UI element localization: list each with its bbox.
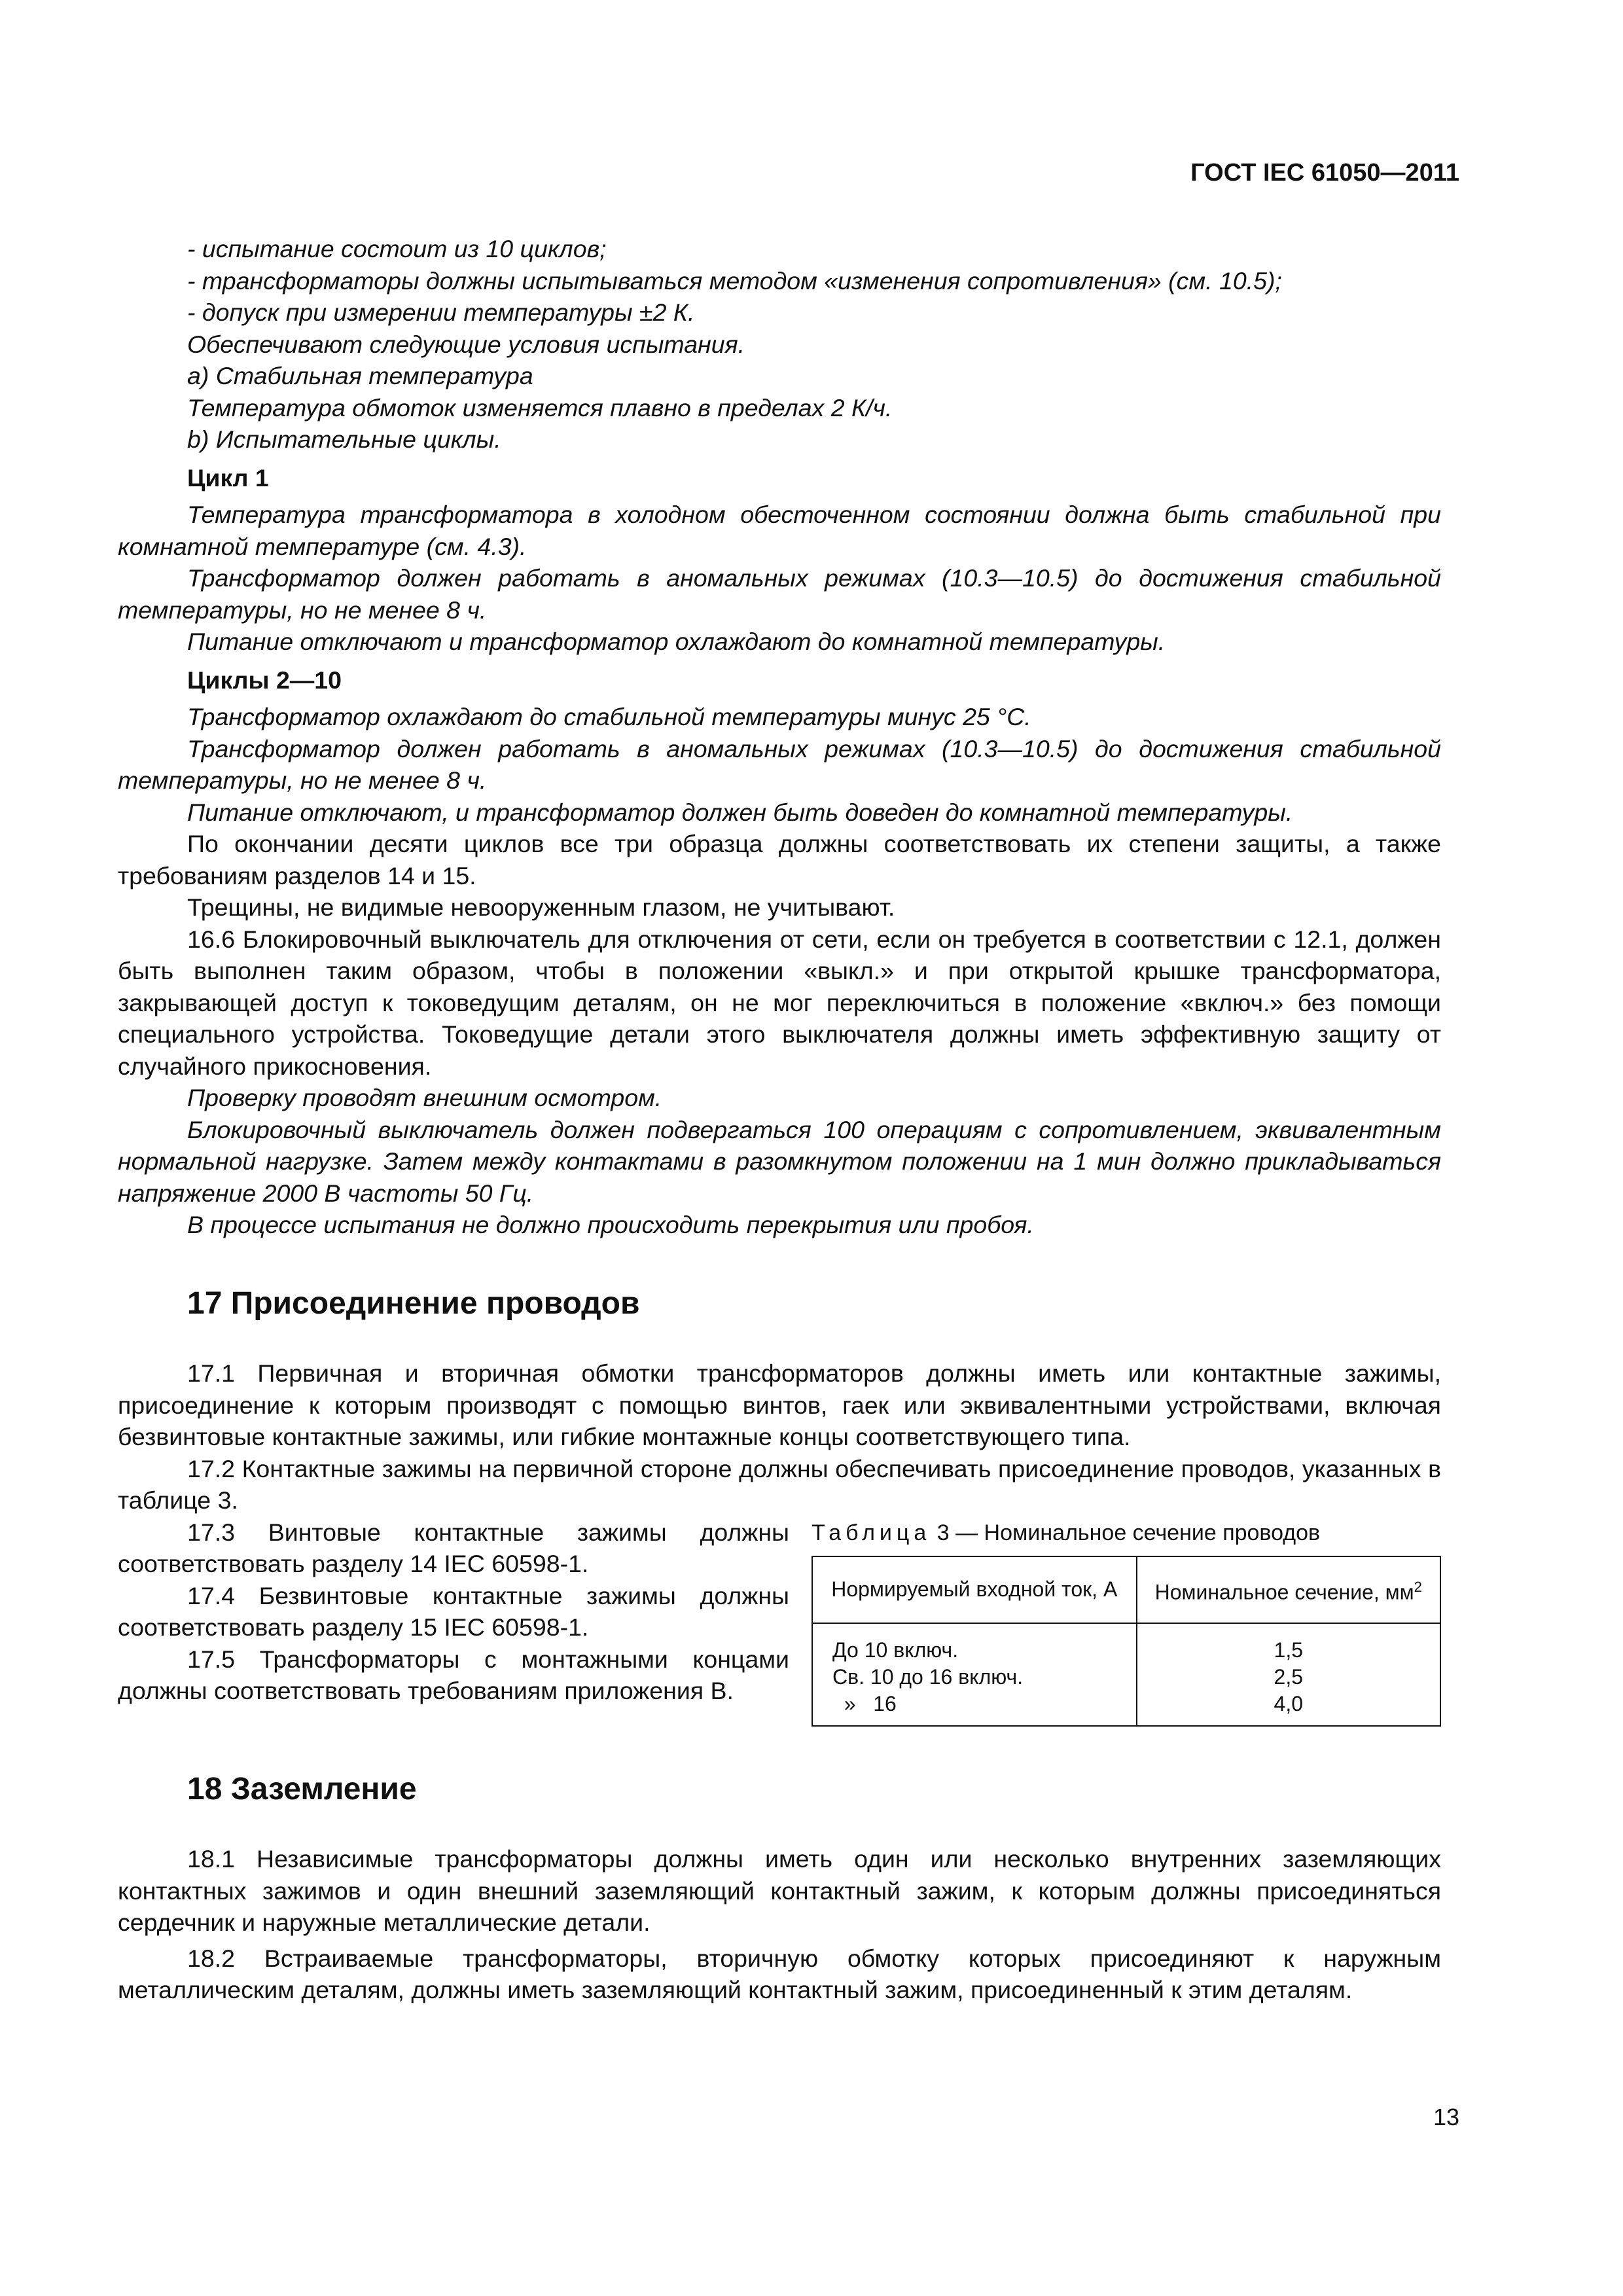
cell-current: Св. 10 до 16 включ. — [812, 1664, 1137, 1691]
table-row — [812, 1623, 1440, 1664]
table-row — [812, 1691, 1440, 1726]
clause-16-6: 16.6 Блокировочный выключатель для отключения от сети, если он требуется в соответствии с 12.1, должен быть выполнен таким образом, чтобы в положении «выкл.» и при открытой крышке трансформатора, закрывающей доступ к токоведущим деталям, он не мог переключиться в положение «включ.» без помощи специального устройства. Токоведущие детали этого выключателя должны иметь эффективную защиту от случайного прикосновения. — [118, 925, 1441, 1080]
cycle-1-heading: Цикл 1 — [187, 463, 269, 492]
clause-17-4: 17.4 Безвинтовые контактные зажимы должны соответствовать разделу 15 IEC 60598-1. — [118, 1581, 789, 1641]
clause-17-3: 17.3 Винтовые контактные зажимы должны соответствовать разделу 14 IEC 60598-1. — [118, 1518, 789, 1577]
clause-18-1: 18.1 Независимые трансформаторы должны иметь один или несколько внутренних заземляющих контактных зажимов и один внешний заземляющий контактный зажим, к которым должны присоединяться сердечник и наружные металлические детали. — [118, 1845, 1441, 1937]
clause-17-1: 17.1 Первичная и вторичная обмотки трансформаторов должны иметь или контактные зажимы, присоединение к которым производят с помощью винтов, гаек или эквивалентными устройствами, включая безвинтовые контактные зажимы, или гибкие монтажные концы соответствующего типа. — [118, 1359, 1441, 1450]
cell-section: 4,0 — [1137, 1691, 1440, 1726]
paragraph: Трансформатор должен работать в аномальных режимах (10.3—10.5) до достижения стабильной температуры, но не менее 8 ч. — [118, 734, 1441, 794]
list-item: - трансформаторы должны испытываться методом «изменения сопротивления» (см. 10.5); — [187, 266, 1282, 295]
document-id: ГОСТ IEC 61050—2011 — [1190, 159, 1459, 187]
header-nominal-section: Номинальное сечение, $мм^2$ — [1137, 1556, 1440, 1623]
paragraph: Трансформатор должен работать в аномальных режимах (10.3—10.5) до достижения стабильной температуры, но не менее 8 ч. — [118, 564, 1441, 624]
cell-section: 1,5 — [1137, 1623, 1440, 1664]
table-header-row — [812, 1556, 1440, 1623]
table-caption-word: Таблица — [812, 1520, 931, 1545]
page-number: 13 — [1433, 2104, 1459, 2130]
paragraph: Проверку проводят внешним осмотром. — [187, 1084, 662, 1111]
list-item: - испытание состоит из 10 циклов; — [187, 235, 607, 262]
paragraph: Питание отключают, и трансформатор должен быть доведен до комнатной температуры. — [187, 798, 1293, 826]
list-item: - допуск при измерении температуры ±2 К. — [187, 298, 695, 326]
clauses-and-table — [118, 1516, 1441, 1727]
cell-current: » 16 — [812, 1691, 1137, 1726]
cycles-2-10-heading: Циклы 2—10 — [187, 666, 342, 694]
paragraph: Питание отключают и трансформатор охлаждают до комнатной температуры. — [187, 628, 1166, 655]
section-18-title: 18 Заземление — [187, 1771, 417, 1806]
table-caption — [812, 1518, 1441, 1548]
paragraph: Температура трансформатора в холодном обесточенном состоянии должна быть стабильной при комнатной температуре (см. 4.3). — [118, 501, 1441, 560]
table-3-block — [812, 1516, 1441, 1727]
paragraph: В процессе испытания не должно происходить перекрытия или пробоя. — [187, 1211, 1034, 1238]
paragraph: Блокировочный выключатель должен подвергаться 100 операциям с сопротивлением, эквивалентным нормальной нагрузке. Затем между контактами в разомкнутом положении на 1 мин должно прикладываться напряжение 2000 В частоты 50 Гц. — [118, 1115, 1441, 1207]
paragraph: Трансформатор охлаждают до стабильной температуры минус 25 °С. — [187, 703, 1031, 730]
section-17-title: 17 Присоединение проводов — [187, 1285, 640, 1321]
clauses-17-3-to-17-5 — [118, 1516, 789, 1727]
clause-17-2: 17.2 Контактные зажимы на первичной стороне должны обеспечивать присоединение проводов, указанных в таблице 3. — [118, 1454, 1441, 1514]
table-row — [812, 1664, 1440, 1691]
paragraph: По окончании десяти циклов все три образца должны соответствовать их степени защиты, а также требованиям разделов 14 и 15. — [118, 830, 1441, 889]
clause-17-5: 17.5 Трансформаторы с монтажными концами должны соответствовать требованиям приложения B. — [118, 1645, 789, 1704]
paragraph: a) Стабильная температура — [187, 362, 533, 389]
cell-current: До 10 включ. — [812, 1623, 1137, 1664]
paragraph: b) Испытательные циклы. — [187, 425, 501, 453]
page-content — [118, 233, 1441, 2006]
table-caption-text: 3 — Номинальное сечение проводов — [931, 1520, 1321, 1545]
clause-18-2: 18.2 Встраиваемые трансформаторы, вторичную обмотку которых присоединяют к наружным металлическим деталям, должны иметь заземляющий контактный зажим, присоединенный к этим деталям. — [118, 1944, 1441, 2004]
header-input-current: Нормируемый входной ток, А — [812, 1556, 1137, 1623]
paragraph: Температура обмоток изменяется плавно в пределах 2 К/ч. — [187, 393, 893, 422]
conductor-section-table — [812, 1556, 1441, 1727]
paragraph: Трещины, не видимые невооруженным глазом, не учитывают. — [187, 893, 895, 921]
cell-section: 2,5 — [1137, 1664, 1440, 1691]
paragraph: Обеспечивают следующие условия испытания. — [187, 330, 745, 358]
